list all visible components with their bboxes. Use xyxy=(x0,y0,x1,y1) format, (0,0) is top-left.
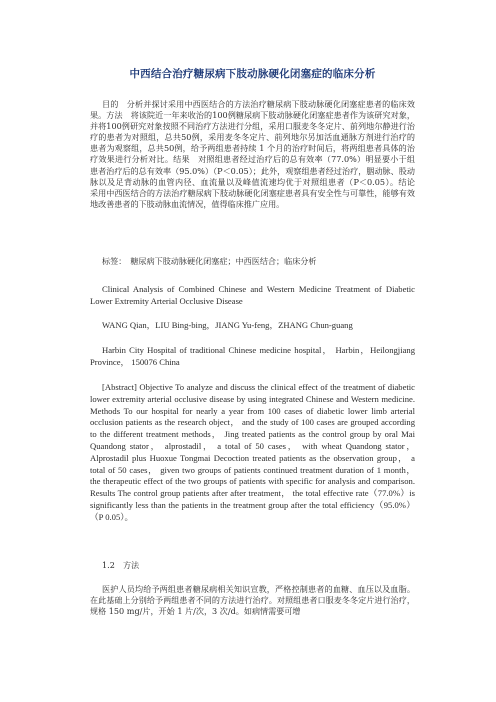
methods-paragraph: 医护人员均给予两组患者糖尿病相关知识宣教，严格控制患者的血糖、血压以及血脂。在此基础上分别给予两组患者不同的方法进行治疗。对照组患者口服麦冬冬定片进行治疗，规格 150 mg/片，开始 1 片/次，3 次/d。如病情需要可增 xyxy=(90,584,415,617)
chinese-abstract: 目的 分析并探讨采用中西医结合的方法治疗糖尿病下肢动脉硬化闭塞症患者的临床效果。方法 将该院近一年来收治的100例糖尿病下肢动脉硬化闭塞症患者作为该研究对象，并将100例研究对象按照不同治疗方法进行分组，采用口服麦冬冬定片、前列地尔静进行治疗的患者为对照组，总共50例，采用麦冬冬定片、前列地尔另加活血通脉方剂进行治疗的患者为观察组，总共50例，给予两组患者持续 1 个月的治疗时间后，将两组患者具体的治疗效果进行分析对比。结果 对照组患者经过治疗后的总有效率（77.0%）明显要小于组患者治疗后的总有效率（95.0%）（P＜0.05）；此外，观察组患者经过治疗，胭动脉、股动脉以及足背动脉的血管内径、血流量以及峰值流速均优于对照组患者（P＜0.05）。结论 采用中西医结合的方法治疗糖尿病下肢动脉硬化闭塞症患者具有安全性与可靠性，能够有效地改善患者的下肢动脉血流情况，值得临床推广应用。 xyxy=(90,99,424,209)
english-title: Clinical Analysis of Combined Chinese and Western Medicine Treatment of Diabetic Lower Extremity Arterial Occlusive Disease xyxy=(90,284,415,306)
english-abstract: [Abstract] Objective To analyze and discuss the clinical effect of the treatment of diabetic lower extremity arterial occlusive disease by using integrated Chinese and Western medicine. Methods To our hospital for nearly a year from 100 cases of diabetic lower limb arterial occlusion patients as the research object， and the study of 100 cases are grouped according to the different treatment methods， Jing treated patients as the control group by oral Mai Quandong stator， alprostadil， a total of 50 cases， with wheat Quandong stator， Alprostadil plus Huoxue Tongmai Decoction treated patients as the observation group， a total of 50 cases， given two groups of patients continued treatment duration of 1 month， the therapeutic effect of the two groups of patients with specific for analysis and comparison. Results The control group patients after after treatment， the total effective rate（77.0%）is significantly less than the patients in the treatment group after the total efficiency（95.0%）（P 0.05）。 xyxy=(90,382,415,522)
section-heading-methods: 1.2 方法 xyxy=(102,560,140,570)
chinese-keywords: 标签： 糖尿病下肢动脉硬化闭塞症；中西医结合；临床分析 xyxy=(102,256,317,266)
paper-title: 中西结合治疗糖尿病下肢动脉硬化闭塞症的临床分析 xyxy=(129,68,376,80)
english-authors: WANG Qian，LIU Bing-bing，JIANG Yu-feng，ZHANG Chun-guang xyxy=(102,320,353,330)
english-affiliation: Harbin City Hospital of traditional Chinese medicine hospital， Harbin，Heilongjiang Province， 150076 China xyxy=(90,345,415,367)
